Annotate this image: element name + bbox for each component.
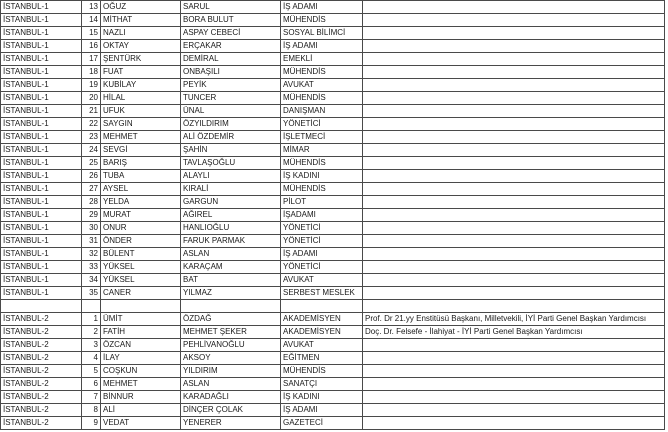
cell-note[interactable] (363, 209, 665, 222)
cell-profession[interactable]: AKADEMİSYEN (281, 313, 363, 326)
cell-district[interactable]: İSTANBUL-1 (1, 131, 82, 144)
cell-first-name[interactable]: ALİ (101, 404, 181, 417)
cell-first-name[interactable]: SEVGİ (101, 144, 181, 157)
cell-profession[interactable] (281, 300, 363, 313)
table-row (1, 144, 665, 157)
cell-last-name[interactable]: YENERER (181, 417, 281, 430)
cell-number[interactable]: 8 (82, 404, 101, 417)
table-row (1, 404, 665, 417)
cell-district[interactable]: İSTANBUL-2 (1, 404, 82, 417)
cell-number[interactable]: 16 (82, 40, 101, 53)
cell-profession[interactable]: İŞ ADAMI (281, 248, 363, 261)
cell-note[interactable] (363, 339, 665, 352)
cell-number[interactable]: 34 (82, 274, 101, 287)
cell-profession[interactable]: PİLOT (281, 196, 363, 209)
table-row (1, 391, 665, 404)
table-row (1, 222, 665, 235)
cell-number[interactable]: 22 (82, 118, 101, 131)
cell-district[interactable]: İSTANBUL-1 (1, 274, 82, 287)
cell-district[interactable]: İSTANBUL-2 (1, 313, 82, 326)
cell-note[interactable] (363, 92, 665, 105)
cell-note[interactable] (363, 261, 665, 274)
cell-number[interactable]: 17 (82, 53, 101, 66)
cell-district[interactable]: İSTANBUL-2 (1, 326, 82, 339)
table-row (1, 274, 665, 287)
cell-profession[interactable]: İŞLETMECİ (281, 131, 363, 144)
cell-first-name[interactable]: BİNNUR (101, 391, 181, 404)
cell-first-name[interactable]: YÜKSEL (101, 274, 181, 287)
cell-first-name[interactable]: YÜKSEL (101, 261, 181, 274)
cell-district[interactable]: İSTANBUL-1 (1, 40, 82, 53)
cell-number[interactable]: 1 (82, 313, 101, 326)
cell-profession[interactable]: YÖNETİCİ (281, 118, 363, 131)
cell-note[interactable] (363, 287, 665, 300)
cell-number[interactable]: 21 (82, 105, 101, 118)
cell-number[interactable]: 27 (82, 183, 101, 196)
cell-first-name[interactable]: ÜMİT (101, 313, 181, 326)
cell-number[interactable]: 28 (82, 196, 101, 209)
cell-note[interactable] (363, 66, 665, 79)
cell-note[interactable]: Prof. Dr 21.yy Enstitüsü Başkanı, Milletvekili, İYİ Parti Genel Başkan Yardımcısı (363, 313, 665, 326)
cell-last-name[interactable]: ÜNAL (181, 105, 281, 118)
cell-last-name[interactable]: DEMİRAL (181, 53, 281, 66)
cell-last-name[interactable]: GARGUN (181, 196, 281, 209)
cell-last-name[interactable]: AĞIREL (181, 209, 281, 222)
cell-district[interactable]: İSTANBUL-1 (1, 92, 82, 105)
cell-last-name[interactable]: KIRALİ (181, 183, 281, 196)
cell-number[interactable]: 24 (82, 144, 101, 157)
cell-district[interactable]: İSTANBUL-1 (1, 66, 82, 79)
cell-note[interactable] (363, 14, 665, 27)
cell-note[interactable] (363, 144, 665, 157)
cell-district[interactable]: İSTANBUL-1 (1, 118, 82, 131)
cell-number[interactable]: 7 (82, 391, 101, 404)
cell-first-name[interactable]: İLAY (101, 352, 181, 365)
cell-last-name[interactable]: ASLAN (181, 378, 281, 391)
cell-profession[interactable]: MİMAR (281, 144, 363, 157)
table-row (1, 417, 665, 430)
cell-number[interactable]: 29 (82, 209, 101, 222)
cell-district[interactable]: İSTANBUL-2 (1, 365, 82, 378)
candidate-table-body (1, 1, 665, 430)
cell-profession[interactable]: MÜHENDİS (281, 157, 363, 170)
cell-note[interactable] (363, 131, 665, 144)
cell-last-name[interactable]: FARUK PARMAK (181, 235, 281, 248)
cell-note[interactable] (363, 40, 665, 53)
cell-note[interactable] (363, 183, 665, 196)
cell-first-name[interactable]: OKTAY (101, 40, 181, 53)
cell-first-name[interactable]: MURAT (101, 209, 181, 222)
cell-note[interactable] (363, 105, 665, 118)
cell-last-name[interactable]: KARAÇAM (181, 261, 281, 274)
cell-note[interactable] (363, 365, 665, 378)
cell-profession[interactable]: İŞ ADAMI (281, 1, 363, 14)
table-row (1, 1, 665, 14)
cell-last-name[interactable]: SARUL (181, 1, 281, 14)
cell-last-name[interactable]: ÖZDAĞ (181, 313, 281, 326)
table-row (1, 27, 665, 40)
cell-number[interactable]: 26 (82, 170, 101, 183)
cell-last-name[interactable]: HANLIOĞLU (181, 222, 281, 235)
cell-district[interactable]: İSTANBUL-1 (1, 144, 82, 157)
cell-number[interactable]: 23 (82, 131, 101, 144)
cell-profession[interactable]: SANATÇI (281, 378, 363, 391)
cell-number[interactable]: 13 (82, 1, 101, 14)
cell-last-name[interactable]: BORA BULUT (181, 14, 281, 27)
cell-last-name[interactable]: ÖZYILDIRIM (181, 118, 281, 131)
cell-number[interactable]: 4 (82, 352, 101, 365)
cell-profession[interactable]: SOSYAL BİLİMCİ (281, 27, 363, 40)
cell-district[interactable]: İSTANBUL-1 (1, 14, 82, 27)
cell-last-name[interactable]: MEHMET ŞEKER (181, 326, 281, 339)
cell-first-name[interactable] (101, 300, 181, 313)
cell-profession[interactable]: AVUKAT (281, 339, 363, 352)
table-row (1, 209, 665, 222)
table-row (1, 53, 665, 66)
cell-district[interactable]: İSTANBUL-1 (1, 1, 82, 14)
cell-district[interactable]: İSTANBUL-1 (1, 261, 82, 274)
cell-profession[interactable]: MÜHENDİS (281, 14, 363, 27)
cell-profession[interactable]: İŞ ADAMI (281, 404, 363, 417)
cell-last-name[interactable]: BAT (181, 274, 281, 287)
cell-last-name[interactable]: AKSOY (181, 352, 281, 365)
cell-district[interactable]: İSTANBUL-1 (1, 287, 82, 300)
table-row (1, 105, 665, 118)
cell-profession[interactable]: İŞ ADAMI (281, 40, 363, 53)
cell-district[interactable]: İSTANBUL-1 (1, 157, 82, 170)
table-row (1, 14, 665, 27)
cell-number[interactable]: 35 (82, 287, 101, 300)
cell-district[interactable]: İSTANBUL-2 (1, 352, 82, 365)
table-row (1, 235, 665, 248)
cell-profession[interactable]: AVUKAT (281, 79, 363, 92)
cell-first-name[interactable]: YELDA (101, 196, 181, 209)
cell-last-name[interactable]: ASLAN (181, 248, 281, 261)
cell-district[interactable]: İSTANBUL-1 (1, 105, 82, 118)
cell-first-name[interactable]: COŞKUN (101, 365, 181, 378)
cell-number[interactable]: 14 (82, 14, 101, 27)
cell-number[interactable]: 15 (82, 27, 101, 40)
cell-number[interactable]: 18 (82, 66, 101, 79)
table-row (1, 118, 665, 131)
cell-first-name[interactable]: VEDAT (101, 417, 181, 430)
cell-district[interactable]: İSTANBUL-1 (1, 235, 82, 248)
table-row (1, 92, 665, 105)
cell-district[interactable]: İSTANBUL-1 (1, 209, 82, 222)
table-row (1, 170, 665, 183)
cell-first-name[interactable]: ŞENTÜRK (101, 53, 181, 66)
cell-first-name[interactable]: FATİH (101, 326, 181, 339)
table-row (1, 66, 665, 79)
cell-last-name[interactable]: PEHLİVANOĞLU (181, 339, 281, 352)
cell-profession[interactable]: YÖNETİCİ (281, 261, 363, 274)
cell-number[interactable]: 19 (82, 79, 101, 92)
table-row (1, 300, 665, 313)
cell-first-name[interactable]: BÜLENT (101, 248, 181, 261)
cell-note[interactable] (363, 196, 665, 209)
cell-profession[interactable]: İŞ KADINI (281, 391, 363, 404)
cell-district[interactable]: İSTANBUL-1 (1, 79, 82, 92)
cell-first-name[interactable]: ÖNDER (101, 235, 181, 248)
cell-profession[interactable]: AKADEMİSYEN (281, 326, 363, 339)
table-row (1, 365, 665, 378)
cell-profession[interactable]: MÜHENDİS (281, 92, 363, 105)
cell-profession[interactable]: AVUKAT (281, 274, 363, 287)
cell-last-name[interactable]: PEYİK (181, 79, 281, 92)
cell-profession[interactable]: EMEKLİ (281, 53, 363, 66)
cell-profession[interactable]: MÜHENDİS (281, 66, 363, 79)
cell-note[interactable] (363, 235, 665, 248)
cell-first-name[interactable]: HİLAL (101, 92, 181, 105)
cell-first-name[interactable]: UFUK (101, 105, 181, 118)
cell-note[interactable] (363, 274, 665, 287)
table-row (1, 196, 665, 209)
cell-district[interactable]: İSTANBUL-2 (1, 417, 82, 430)
cell-first-name[interactable]: AYSEL (101, 183, 181, 196)
table-row (1, 287, 665, 300)
cell-note[interactable] (363, 300, 665, 313)
cell-district[interactable]: İSTANBUL-1 (1, 53, 82, 66)
cell-last-name[interactable]: TAVLAŞOĞLU (181, 157, 281, 170)
cell-first-name[interactable]: FUAT (101, 66, 181, 79)
cell-first-name[interactable]: ONUR (101, 222, 181, 235)
cell-number[interactable]: 3 (82, 339, 101, 352)
table-row (1, 131, 665, 144)
cell-number[interactable]: 25 (82, 157, 101, 170)
cell-first-name[interactable]: MEHMET (101, 131, 181, 144)
cell-note[interactable] (363, 170, 665, 183)
cell-last-name[interactable]: ALİ ÖZDEMİR (181, 131, 281, 144)
cell-district[interactable]: İSTANBUL-1 (1, 248, 82, 261)
cell-last-name[interactable]: ERÇAKAR (181, 40, 281, 53)
cell-note[interactable] (363, 118, 665, 131)
cell-first-name[interactable]: BARIŞ (101, 157, 181, 170)
cell-last-name[interactable]: ALAYLI (181, 170, 281, 183)
cell-note[interactable] (363, 222, 665, 235)
table-row (1, 183, 665, 196)
cell-profession[interactable]: EĞİTMEN (281, 352, 363, 365)
table-row (1, 261, 665, 274)
cell-note[interactable]: Doç. Dr. Felsefe - İlahiyat - İYİ Parti Genel Başkan Yardımcısı (363, 326, 665, 339)
cell-last-name[interactable]: YILDIRIM (181, 365, 281, 378)
cell-last-name[interactable]: DİNÇER ÇOLAK (181, 404, 281, 417)
cell-district[interactable]: İSTANBUL-2 (1, 339, 82, 352)
cell-first-name[interactable]: SAYGIN (101, 118, 181, 131)
cell-profession[interactable]: GAZETECİ (281, 417, 363, 430)
cell-number[interactable]: 30 (82, 222, 101, 235)
cell-profession[interactable]: İŞ KADINI (281, 170, 363, 183)
cell-first-name[interactable]: OĞUZ (101, 1, 181, 14)
cell-note[interactable] (363, 378, 665, 391)
cell-profession[interactable]: YÖNETİCİ (281, 222, 363, 235)
cell-note[interactable] (363, 404, 665, 417)
cell-note[interactable] (363, 391, 665, 404)
cell-district[interactable]: İSTANBUL-1 (1, 196, 82, 209)
cell-district[interactable]: İSTANBUL-1 (1, 183, 82, 196)
cell-number[interactable]: 2 (82, 326, 101, 339)
cell-last-name[interactable]: ŞAHİN (181, 144, 281, 157)
cell-number[interactable]: 20 (82, 92, 101, 105)
table-row (1, 248, 665, 261)
cell-number[interactable] (82, 300, 101, 313)
cell-district[interactable]: İSTANBUL-1 (1, 222, 82, 235)
cell-note[interactable] (363, 27, 665, 40)
cell-note[interactable] (363, 53, 665, 66)
cell-profession[interactable]: SERBEST MESLEK (281, 287, 363, 300)
cell-profession[interactable]: MÜHENDİS (281, 183, 363, 196)
cell-first-name[interactable]: MİTHAT (101, 14, 181, 27)
cell-number[interactable]: 6 (82, 378, 101, 391)
cell-first-name[interactable]: CANER (101, 287, 181, 300)
cell-note[interactable] (363, 248, 665, 261)
cell-district[interactable]: İSTANBUL-2 (1, 378, 82, 391)
cell-district[interactable]: İSTANBUL-2 (1, 391, 82, 404)
cell-profession[interactable]: MÜHENDİS (281, 365, 363, 378)
cell-last-name[interactable]: YILMAZ (181, 287, 281, 300)
table-row (1, 313, 665, 326)
cell-number[interactable]: 9 (82, 417, 101, 430)
cell-note[interactable] (363, 352, 665, 365)
cell-last-name[interactable] (181, 300, 281, 313)
cell-profession[interactable]: İŞADAMI (281, 209, 363, 222)
table-row (1, 326, 665, 339)
table-row (1, 339, 665, 352)
cell-district[interactable]: İSTANBUL-1 (1, 27, 82, 40)
cell-note[interactable] (363, 417, 665, 430)
cell-note[interactable] (363, 157, 665, 170)
cell-first-name[interactable]: ÖZCAN (101, 339, 181, 352)
cell-district[interactable] (1, 300, 82, 313)
cell-first-name[interactable]: TUBA (101, 170, 181, 183)
cell-first-name[interactable]: NAZLI (101, 27, 181, 40)
cell-number[interactable]: 5 (82, 365, 101, 378)
table-row (1, 352, 665, 365)
cell-note[interactable] (363, 79, 665, 92)
cell-last-name[interactable]: KARADAĞLI (181, 391, 281, 404)
cell-profession[interactable]: YÖNETİCİ (281, 235, 363, 248)
table-row (1, 40, 665, 53)
cell-note[interactable] (363, 1, 665, 14)
table-row (1, 157, 665, 170)
cell-last-name[interactable]: TUNCER (181, 92, 281, 105)
table-row (1, 79, 665, 92)
cell-number[interactable]: 31 (82, 235, 101, 248)
cell-last-name[interactable]: ONBAŞILI (181, 66, 281, 79)
cell-profession[interactable]: DANIŞMAN (281, 105, 363, 118)
cell-first-name[interactable]: KUBİLAY (101, 79, 181, 92)
cell-last-name[interactable]: ASPAY CEBECİ (181, 27, 281, 40)
table-row (1, 378, 665, 391)
cell-first-name[interactable]: MEHMET (101, 378, 181, 391)
cell-number[interactable]: 33 (82, 261, 101, 274)
cell-number[interactable]: 32 (82, 248, 101, 261)
cell-district[interactable]: İSTANBUL-1 (1, 170, 82, 183)
